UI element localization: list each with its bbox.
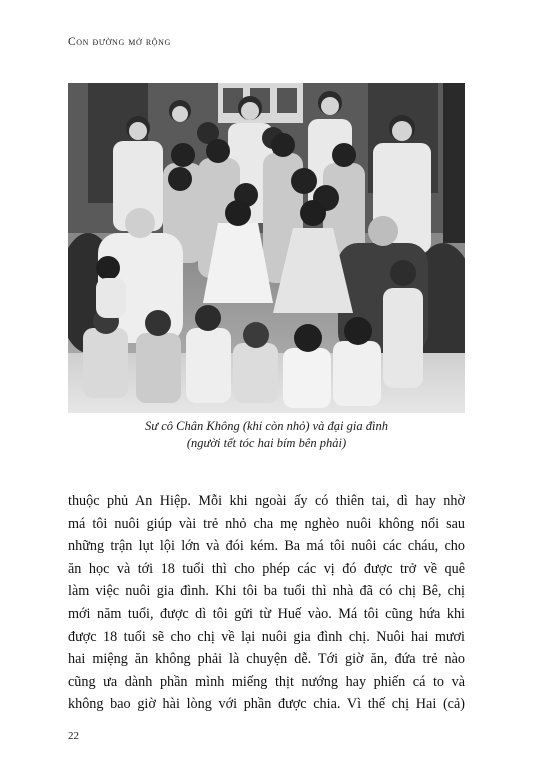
family-photo: [68, 83, 465, 413]
page-number: 22: [68, 730, 79, 742]
text-line: không bao giờ hài lòng với phần được chia. Vì thế chị Hai (cả): [68, 696, 465, 713]
text-line: thuộc phủ An Hiệp. Mỗi khi ngoài ấy có thiên tai, dì hay nhờ: [68, 493, 465, 509]
caption-line-1: Sư cô Chân Không (khi còn nhỏ) và đại gia đình: [145, 419, 388, 433]
photo-caption: [68, 418, 465, 452]
running-header: Con đường mở rộng: [68, 36, 171, 48]
body-paragraph: [68, 490, 465, 716]
text-line: những trận lụt lội lớn và đói kém. Ba má tôi nuôi các cháu, cho: [68, 538, 465, 555]
text-line: được 18 tuổi sẽ cho chị về lại nuôi gia đình chị. Nuôi hai mươi: [68, 628, 465, 645]
caption-line-2: (người tết tóc hai bím bên phải): [186, 436, 347, 450]
text-line: mới năm tuổi, được dì tôi gửi từ Huế vào. Má tôi cũng hứa khi: [68, 605, 465, 622]
text-line: hai miệng ăn không phải là chuyện dễ. Tới giờ ăn, đứa trẻ nào: [68, 651, 465, 668]
text-line: cũng ưa dành phần mình miếng thịt nướng hay phiến cá to và: [68, 673, 465, 690]
text-line: làm việc nuôi gia đình. Khi tôi ba tuổi thì nhà đã có chị Bê, chị: [68, 583, 465, 600]
family-photo-image: [68, 83, 465, 413]
text-line: ăn học và tới 18 tuổi thì cho phép các vị đó được trở về quê: [68, 560, 465, 577]
text-line: má tôi nuôi giúp vài trẻ nhỏ cha mẹ nghèo nuôi không nổi sau: [68, 515, 465, 532]
